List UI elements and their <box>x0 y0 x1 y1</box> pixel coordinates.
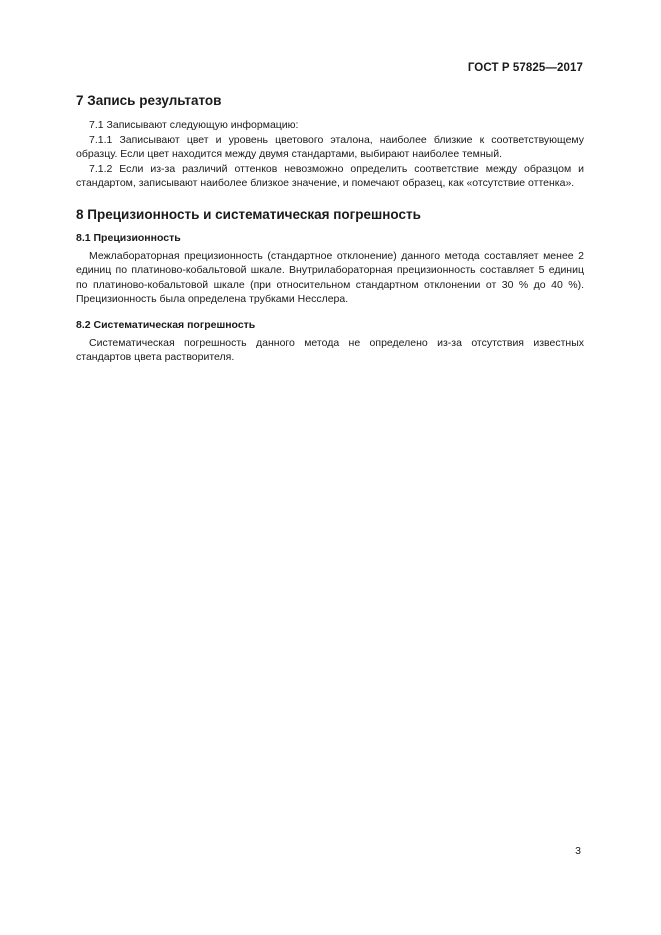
section-8 <box>76 206 584 365</box>
paragraph-7-1-text: 7.1 Записывают следующую информацию: <box>89 119 299 131</box>
subsection-8-2-title: 8.2 Систематическая погрешность <box>76 318 256 331</box>
paragraph-7-1-2 <box>76 162 584 191</box>
page-number: 3 <box>575 845 581 857</box>
section-7-title: 7 Запись результатов <box>76 93 222 108</box>
subsection-8-1-text: Межлабораторная прецизионность (стандартное отклонение) данного метода составляет менее 2 единиц по платиново-кобальтовой шкале. Внутрилабораторная прецизионность составляет 5 единиц по платиново-кобальтовой шкале (при относительном стандартном отклонении от 30 % до 40 %). Прецизионность была определена трубками Несслера. <box>76 249 584 305</box>
document-code: ГОСТ Р 57825—2017 <box>467 62 583 74</box>
section-7 <box>76 92 584 191</box>
subsection-8-2-text: Систематическая погрешность данного метода не определено из-за отсутствия известных стандартов цвета растворителя. <box>76 336 584 363</box>
section-8-title: 8 Прецизионность и систематическая погрешность <box>76 206 421 222</box>
subsection-8-1-title: 8.1 Прецизионность <box>76 231 181 244</box>
paragraph-7-1-2-text: 7.1.2 Если из-за различий оттенков невозможно определить соответствие между образцом и стандартом, записывают наиболее близкое значение, и помечают образец, как «отсутствие оттенка». <box>76 162 584 189</box>
paragraph-7-1 <box>76 118 584 133</box>
paragraph-7-1-1-text: 7.1.1 Записывают цвет и уровень цветового эталона, наиболее близкие к соответствующему образцу. Если цвет находится между двумя стандартами, выбирают наиболее темный. <box>76 133 584 160</box>
page-content <box>76 92 584 365</box>
paragraph-7-1-1 <box>76 133 584 162</box>
